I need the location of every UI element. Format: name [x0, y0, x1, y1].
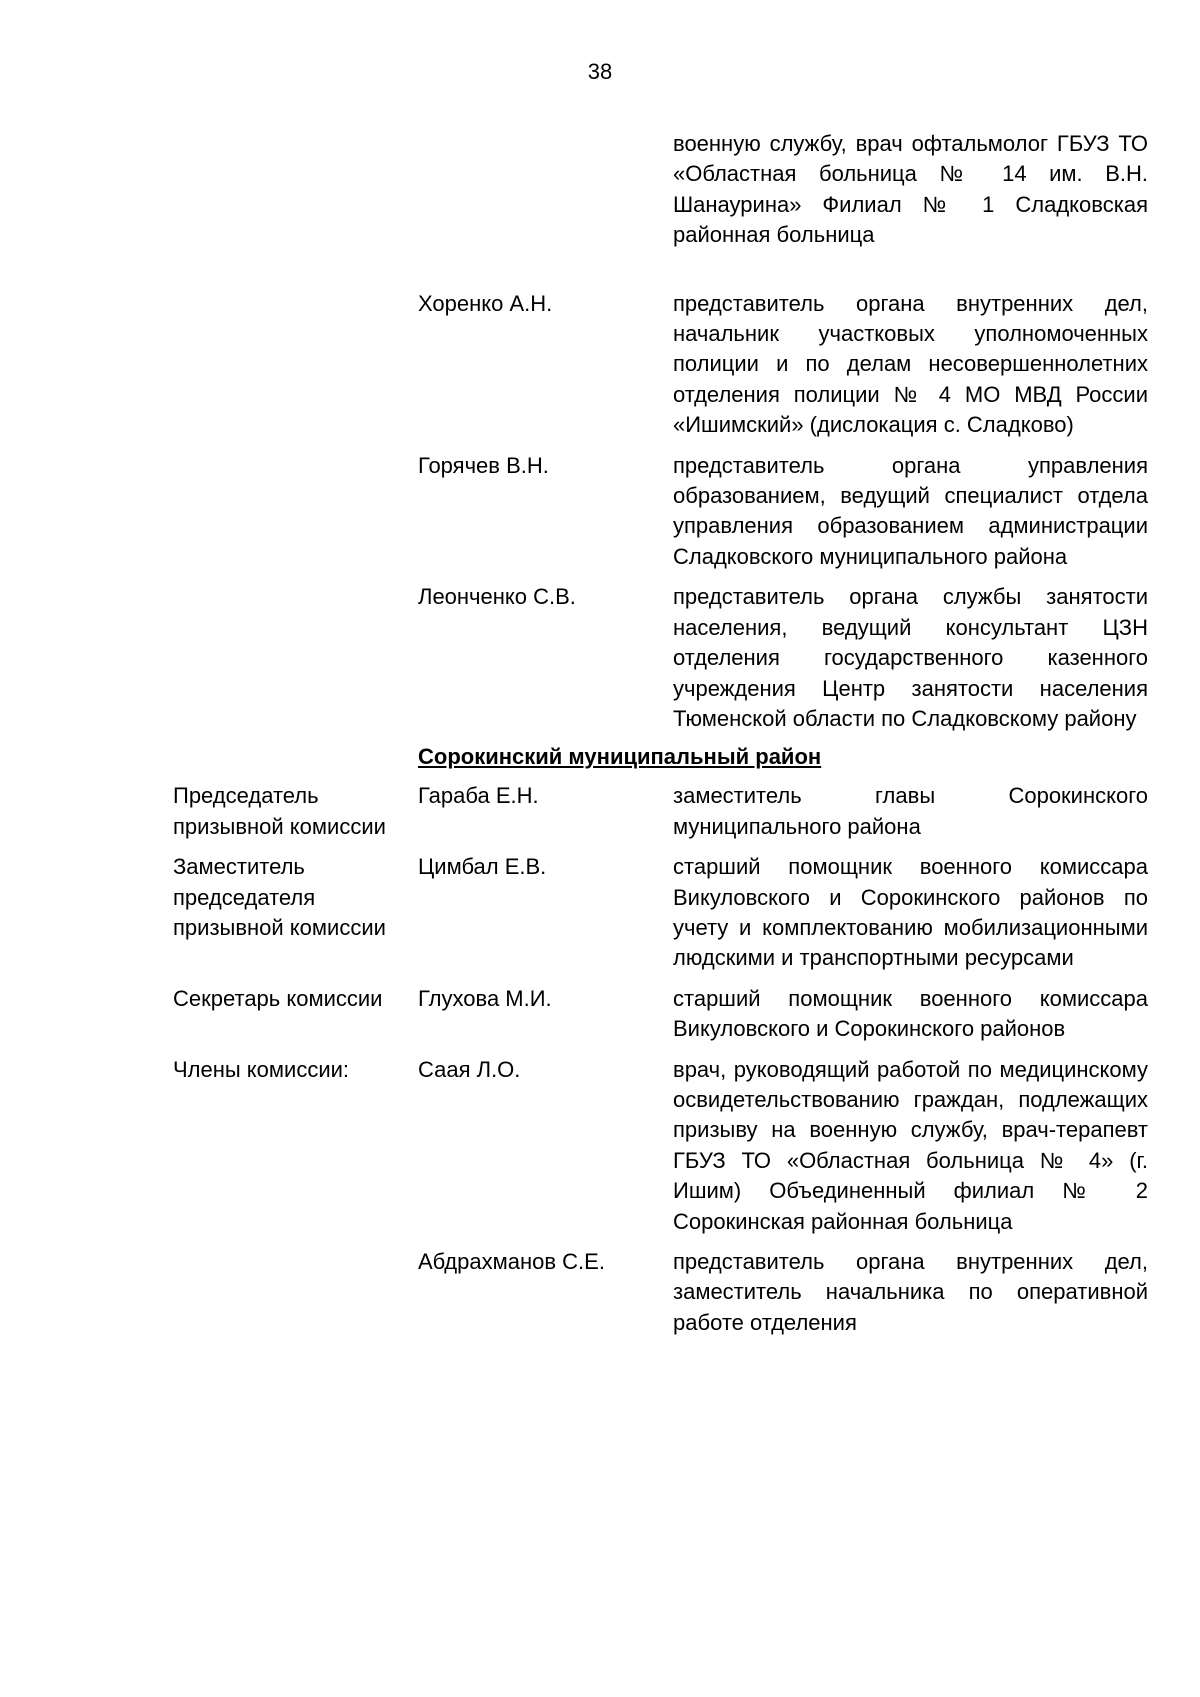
member-name: Абдрахманов С.Е.: [418, 1249, 605, 1274]
table-row: [173, 451, 1148, 573]
member-description: военную службу, врач офтальмолог ГБУЗ ТО «Областная больница № 14 им. В.Н. Шанаурина» Филиал № 1 Сладковская районная больница: [673, 131, 1148, 248]
table-row: [173, 289, 1148, 441]
member-role: Заместитель председателя призывной комиссии: [173, 854, 386, 940]
member-role: Председатель призывной комиссии: [173, 783, 386, 839]
section-title: Сорокинский муниципальный район: [418, 744, 822, 770]
member-name: Горячев В.Н.: [418, 452, 549, 478]
member-description: представитель органа внутренних дел, начальник участковых уполномоченных полиции и по делам несовершеннолетних отделения полиции № 4 МО МВД России «Ишимский» (дислокация с. Сладково): [673, 290, 1148, 438]
table-row: [173, 582, 1148, 734]
table-row: [173, 1055, 1148, 1237]
member-name: Цимбал Е.В.: [418, 854, 547, 880]
member-name: Саая Л.О.: [418, 1056, 521, 1082]
member-name: Леонченко С.В.: [418, 584, 576, 610]
table-row: [173, 129, 1148, 251]
page-number: 38: [587, 59, 613, 84]
member-name: Гараба Е.Н.: [418, 783, 539, 809]
table-row: [173, 1247, 1148, 1338]
member-role: Секретарь комиссии: [173, 985, 383, 1011]
member-description: представитель органа управления образованием, ведущий специалист отдела управления образованием администрации Сладковского муниципального района: [673, 452, 1148, 569]
member-description: старший помощник военного комиссара Викуловского и Сорокинского районов по учету и комплектованию мобилизационными людскими и транспортными ресурсами: [673, 854, 1148, 971]
table-row: [173, 781, 1148, 842]
member-role: Члены комиссии:: [173, 1056, 350, 1082]
table-row: [173, 984, 1148, 1045]
member-name: Хоренко А.Н.: [418, 290, 553, 316]
member-description: старший помощник военного комиссара Викуловского и Сорокинского районов: [673, 985, 1148, 1042]
member-description: врач, руководящий работой по медицинскому освидетельствованию граждан, подлежащих призыву на военную службу, врач-терапевт ГБУЗ ТО «Областная больница № 4» (г. Ишим) Объединенный филиал № 2 Сорокинская районная больница: [673, 1056, 1148, 1234]
table-row: [173, 852, 1148, 974]
member-description: представитель органа службы занятости населения, ведущий консультант ЦЗН отделения государственного казенного учреждения Центр занятости населения Тюменской области по Сладковскому району: [673, 584, 1148, 731]
member-description: заместитель главы Сорокинского муниципального района: [673, 783, 1148, 839]
member-description: представитель органа внутренних дел, заместитель начальника по оперативной работе отделения: [673, 1249, 1148, 1335]
commission-table: [173, 129, 1148, 1338]
member-name: Глухова М.И.: [418, 985, 552, 1011]
